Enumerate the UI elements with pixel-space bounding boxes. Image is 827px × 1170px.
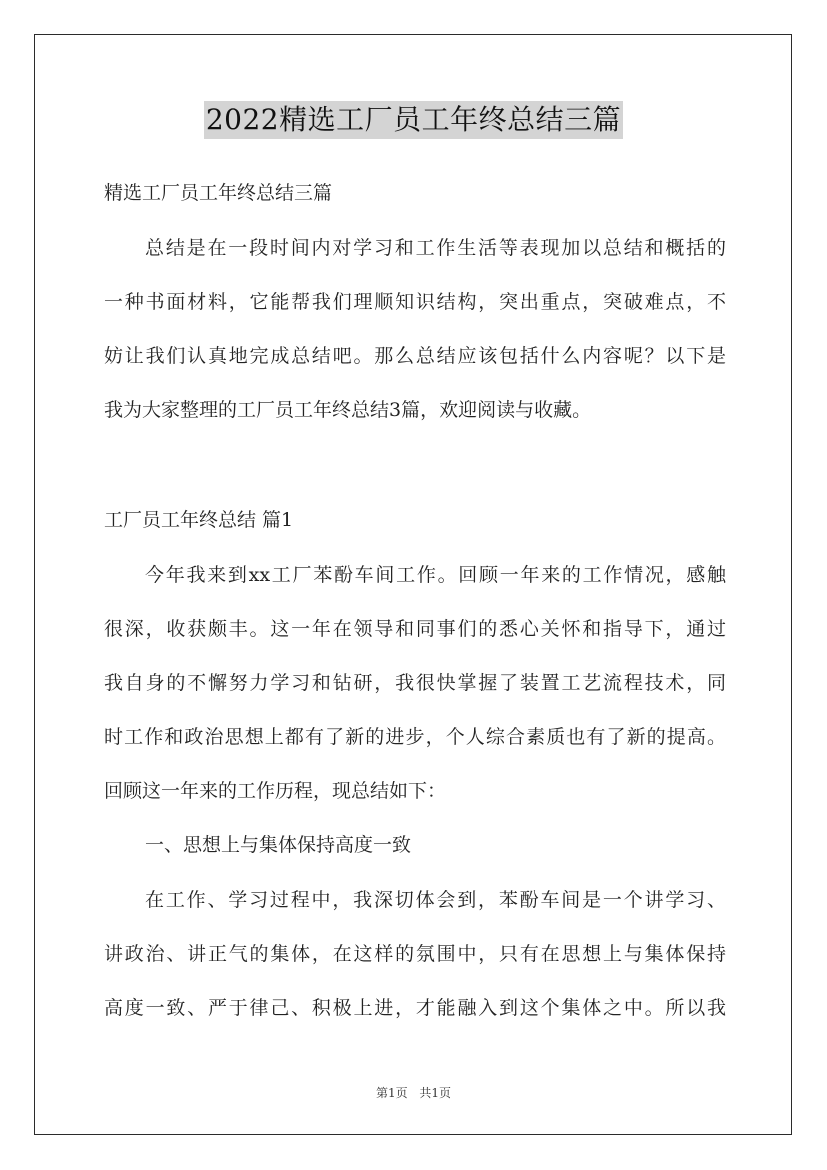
point-heading: 一、思想上与集体保持高度一致 [145, 834, 412, 856]
title-container [0, 101, 827, 139]
paragraph-line: 我自身的不懈努力学习和钻研，我很快掌握了装置工艺流程技术，同 [104, 672, 726, 694]
document-title: 2022精选工厂员工年终总结三篇 [204, 101, 623, 139]
section-heading: 工厂员工年终总结 篇1 [104, 509, 294, 531]
paragraph-line: 时工作和政治思想上都有了新的进步，个人综合素质也有了新的提高。 [104, 726, 726, 748]
paragraph-line: 高度一致、严于律己、积极上进，才能融入到这个集体之中。所以我 [104, 997, 726, 1019]
page-footer [0, 1084, 827, 1101]
paragraph-line: 今年我来到xx工厂苯酚车间工作。回顾一年来的工作情况，感触 [145, 564, 726, 586]
intro-line: 我为大家整理的工厂员工年终总结3篇，欢迎阅读与收藏。 [104, 399, 592, 421]
intro-line: 妨让我们认真地完成总结吧。那么总结应该包括什么内容呢？以下是 [104, 345, 726, 367]
document-subtitle: 精选工厂员工年终总结三篇 [104, 182, 333, 204]
paragraph-line: 很深，收获颇丰。这一年在领导和同事们的悉心关怀和指导下，通过 [104, 618, 726, 640]
paragraph-line: 讲政治、讲正气的集体，在这样的氛围中，只有在思想上与集体保持 [104, 943, 726, 965]
intro-line: 总结是在一段时间内对学习和工作生活等表现加以总结和概括的 [145, 237, 726, 259]
page-number: 第1页 [375, 1086, 408, 1100]
intro-line: 一种书面材料，它能帮我们理顺知识结构，突出重点，突破难点，不 [104, 291, 726, 313]
total-pages: 共1页 [419, 1086, 452, 1100]
paragraph-line: 回顾这一年来的工作历程，现总结如下： [104, 780, 447, 802]
paragraph-line: 在工作、学习过程中，我深切体会到，苯酚车间是一个讲学习、 [145, 889, 726, 911]
